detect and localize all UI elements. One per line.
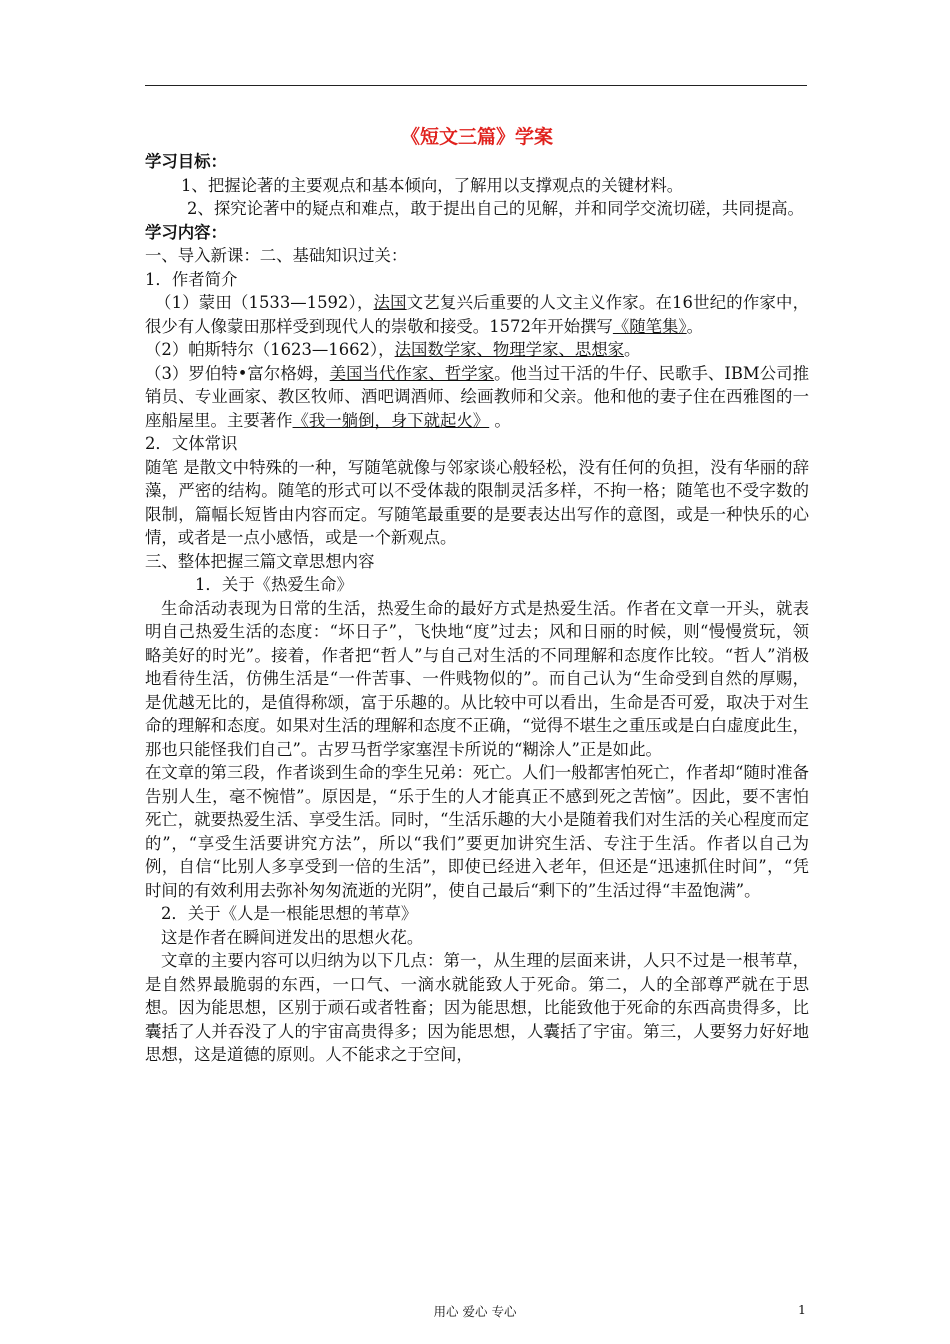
document-body xyxy=(145,124,809,1067)
page-number: 1 xyxy=(798,1302,806,1317)
author-fulghum: （3）罗伯特•富尔格姆，美国当代作家、哲学家。他当过干活的牛仔、民歌手、IBM公司推销员、专业画家、教区牧师、酒吧调酒师、绘画教师和父亲。他和他的妻子住在西雅图的一座船屋里。主要著作《我一躺倒，身下就起火》 。 xyxy=(145,363,809,430)
subsection-heading: 2．关于《人是一根能思想的苇草》 xyxy=(161,904,418,923)
goal-item: 2、探究论著中的疑点和难点，敢于提出自己的见解，并和同学交流切磋，共同提高。 xyxy=(187,199,804,218)
header-rule xyxy=(145,85,807,86)
subsection-heading: 1．作者简介 xyxy=(145,269,238,289)
goals-heading: 学习目标： xyxy=(145,152,227,171)
author-montaigne: （1）蒙田（1533—1592），法国文艺复兴后重要的人文主义作家。在16世纪的作家中，很少有人像蒙田那样受到现代人的崇敬和接受。1572年开始撰写《随笔集》。 xyxy=(145,293,810,336)
body-paragraph: 文章的主要内容可以归纳为以下几点：第一，从生理的层面来讲，人只不过是一根苇草，是自然界最脆弱的东西，一口气、一滴水就能致人于死命。第二，人的全部尊严就在于思想。因为能思想，区别于顽石或者牲畜；因为能思想，比能致他于死命的东西高贵得多，比囊括了人并吞没了人的宇宙高贵得多；因为能思想，人囊括了宇宙。第三，人要努力好好地思想，这是道德的原则。人不能求之于空间， xyxy=(145,951,809,1064)
content-heading: 学习内容： xyxy=(145,222,227,242)
page-title: 《短文三篇》学案 xyxy=(400,126,553,148)
body-paragraph: 在文章的第三段，作者谈到生命的孪生兄弟：死亡。人们一般都害怕死亡，作者却“随时准备告别人生，毫不惋惜”。原因是，“乐于生的人才能真正不感到死之苦恼”。因此，要不害怕死亡，就要热爱生活、享受生活。同时，“生活乐趣的大小是随着我们对生活的关心程度而定的”，“享受生活要讲究方法”，所以“我们”要更加讲究生活、专注于生活。作者以自己为例，自信“比别人多享受到一倍的生活”，即使已经进入老年，但还是“迅速抓住时间”，“凭时间的有效利用去弥补匆匆流逝的光阴”，使自己最后“剩下的”生活过得“丰盈饱满”。 xyxy=(145,763,810,900)
subsection-heading: 1．关于《热爱生命》 xyxy=(195,575,353,594)
section-heading: 三、整体把握三篇文章思想内容 xyxy=(145,551,375,571)
section-heading: 一、导入新课：二、基础知识过关： xyxy=(145,246,408,265)
body-paragraph: 生命活动表现为日常的生活，热爱生命的最好方式是热爱生活。作者在文章一开头，就表明自己热爱生活的态度：“坏日子”，飞快地“度”过去；风和日丽的时候，则“慢慢赏玩，领略美好的时光”。接着，作者把“哲人”与自己对生活的不同理解和态度作比较。“哲人”消极地看待生活，仿佛生活是“一件苦事、一件贱物似的”。而自己认为“生命受到自然的厚赐，是优越无比的，是值得称颂，富于乐趣的。从比较中可以看出，生命是否可爱，取决于对生命的理解和态度。如果对生活的理解和态度不正确，“觉得不堪生之重压或是白白虚度此生，那也只能怪我们自己”。古罗马哲学家塞涅卡所说的“糊涂人”正是如此。 xyxy=(145,598,810,759)
footer-motto: 用心 爱心 专心 xyxy=(433,1304,517,1319)
author-pascal: （2）帕斯特尔（1623—1662），法国数学家、物理学家、思想家。 xyxy=(145,340,641,359)
subsection-heading: 2．文体常识 xyxy=(145,434,238,453)
goal-item: 1、把握论著的主要观点和基本倾向，了解用以支撑观点的关键材料。 xyxy=(181,175,684,195)
body-paragraph: 这是作者在瞬间迸发出的思想火花。 xyxy=(161,927,424,947)
genre-paragraph: 随笔 是散文中特殊的一种，写随笔就像与邻家谈心般轻松，没有任何的负担，没有华丽的辞藻，严密的结构。随笔的形式可以不受体裁的限制灵活多样，不拘一格；随笔也不受字数的限制，篇幅长短皆由内容而定。写随笔最重要的是要表达出写作的意图，或是一种快乐的心情，或者是一点小感悟，或是一个新观点。 xyxy=(145,457,809,547)
